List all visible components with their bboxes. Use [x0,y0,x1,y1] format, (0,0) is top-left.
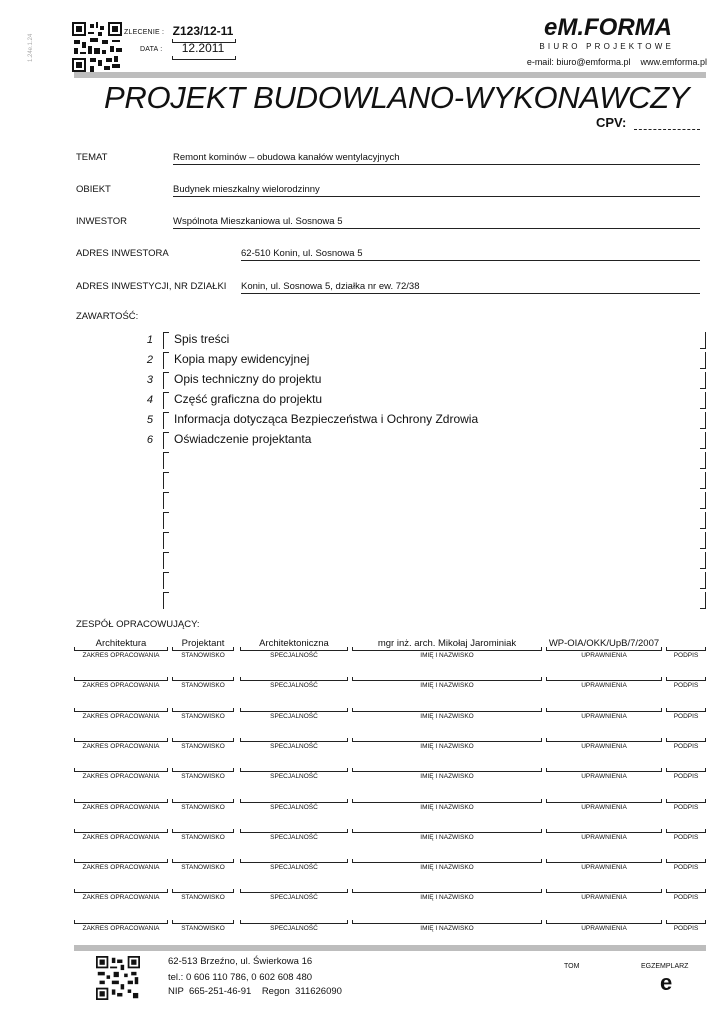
team-cell [74,696,168,712]
team-cell-line [546,799,662,803]
team-cell-line [666,799,706,803]
team-cell [546,847,662,863]
team-row [74,817,706,847]
team-cell-line [546,829,662,833]
team-cell [666,756,706,772]
team-cell-caption: PODPIS [673,712,699,720]
field-label: OBIEKT [76,184,111,195]
cpv-label: CPV: [596,115,627,130]
team-cell-line [172,768,234,772]
contents-item-number: 1 [146,334,153,346]
team-cell [172,877,234,893]
bracket-left [163,532,169,549]
team-cell-line [546,859,662,863]
team-cell-caption: ZAKRES OPRACOWANIA [82,803,160,811]
bracket-left [163,572,169,589]
team-cell-caption: IMIĘ I NAZWISKO [420,773,474,781]
team-cell [240,847,348,863]
team-cell [172,787,234,803]
header-divider [74,72,706,78]
team-cell-caption: UPRAWNIENIA [581,652,627,659]
bracket-left [163,452,169,469]
team-cell [172,847,234,863]
team-cell-value: WP-OIA/OKK/UpB/7/2007 [548,638,660,649]
team-cell-caption: UPRAWNIENIA [581,924,627,932]
team-cell-line [666,768,706,772]
company-logo-text: eM.FORMA [544,14,672,41]
team-cell [546,817,662,833]
contents-item-number: 6 [146,434,153,446]
team-cell-caption: ZAKRES OPRACOWANIA [82,894,160,902]
team-cell [352,635,542,651]
team-cell-value: Projektant [181,638,225,649]
team-cell [666,696,706,712]
team-cell-line [240,677,348,681]
team-cell-line [172,889,234,893]
bracket-left [163,372,169,389]
team-cell [74,877,168,893]
contents-label: ZAWARTOŚĆ: [76,311,139,322]
team-cell-caption: IMIĘ I NAZWISKO [420,833,474,841]
page-title: PROJEKT BUDOWLANO-WYKONAWCZY [104,80,690,115]
team-cell-line [666,859,706,863]
team-cell [172,696,234,712]
team-cell-line [172,708,234,712]
team-cell-caption: IMIĘ I NAZWISKO [420,803,474,811]
team-cell-caption: SPECJALNOŚĆ [270,682,318,690]
team-cell-line [666,829,706,833]
team-cell [172,726,234,742]
team-cell-caption: SPECJALNOŚĆ [270,652,318,659]
team-cell-caption: SPECJALNOŚĆ [270,742,318,750]
team-cell-caption: STANOWISKO [181,924,225,932]
team-cell-caption: STANOWISKO [181,864,225,872]
qr-code-icon [72,22,122,72]
team-cell-line [240,920,348,924]
team-cell [74,817,168,833]
contents-item [0,370,724,390]
volume-label: TOM [564,963,580,970]
field-label: INWESTOR [76,216,128,227]
team-cell-caption: PODPIS [673,894,699,902]
team-cell-line [74,768,168,772]
team-cell-caption: STANOWISKO [181,682,225,690]
team-cell [546,635,662,651]
team-cell [546,726,662,742]
contents-item-text: Spis treści [174,332,230,346]
team-cell-caption: UPRAWNIENIA [581,833,627,841]
side-note: 1.24e.1.24 [28,33,34,62]
contents-item [0,350,724,370]
team-cell-line [546,708,662,712]
team-cell-line [546,920,662,924]
team-cell-line [666,889,706,893]
team-cell-line [240,768,348,772]
team-cell [666,787,706,803]
team-cell [352,665,542,681]
contents-item-number: 3 [146,374,153,386]
team-cell-caption: PODPIS [673,833,699,841]
contents-item-text: Informacja dotycząca Bezpieczeństwa i Ochrony Zdrowia [174,412,479,426]
bracket-left [163,432,169,449]
team-cell-caption: PODPIS [673,773,699,781]
contents-item [0,510,724,530]
team-cell-caption: STANOWISKO [181,803,225,811]
team-cell-line [172,859,234,863]
team-cell-line [546,768,662,772]
team-cell [352,756,542,772]
team-cell-line [352,768,542,772]
team-cell-value: mgr inż. arch. Mikołaj Jarominiak [377,638,517,649]
contents-item-text: Część graficzna do projektu [174,392,323,406]
contents-item [0,330,724,350]
team-cell-line [240,889,348,893]
team-cell-caption: IMIĘ I NAZWISKO [420,894,474,902]
date-value: 12.2011 [181,41,225,55]
team-cell-caption: ZAKRES OPRACOWANIA [82,682,160,690]
team-row [74,726,706,756]
team-cell [240,696,348,712]
team-cell-line [74,889,168,893]
team-cell [74,787,168,803]
footer-phone: tel.: 0 606 110 786, 0 602 608 480 [168,972,313,983]
team-cell-line [352,889,542,893]
order-label: ZLECENIE : [124,29,165,36]
team-cell [74,665,168,681]
contents-item [0,470,724,490]
team-cell-caption: UPRAWNIENIA [581,894,627,902]
team-cell-value: Architektoniczna [259,638,329,649]
team-cell-caption: UPRAWNIENIA [581,803,627,811]
team-cell-caption: ZAKRES OPRACOWANIA [82,742,160,750]
team-cell-line [74,708,168,712]
team-cell [240,756,348,772]
team-cell [240,787,348,803]
bracket-left [163,492,169,509]
footer-divider [74,945,706,951]
team-cell-line [172,920,234,924]
team-cell-line [240,829,348,833]
team-cell-caption: STANOWISKO [181,712,225,720]
team-cell [240,726,348,742]
team-cell [240,635,348,651]
team-cell [666,635,706,651]
team-cell-line [74,859,168,863]
team-cell [352,817,542,833]
team-label: ZESPÓŁ OPRACOWUJĄCY: [76,619,200,630]
bracket-left [163,392,169,409]
team-cell-line [352,829,542,833]
team-cell-caption: IMIĘ I NAZWISKO [420,682,474,690]
team-cell [352,847,542,863]
team-cell-caption: SPECJALNOŚĆ [270,864,318,872]
team-cell-line [172,799,234,803]
date-underline [172,56,236,60]
team-cell [74,635,168,651]
team-row [74,756,706,786]
contents-item [0,410,724,430]
team-cell [352,908,542,924]
team-cell [172,665,234,681]
team-cell [74,847,168,863]
field-value: Wspólnota Mieszkaniowa ul. Sosnowa 5 [173,216,700,229]
team-cell-caption: SPECJALNOŚĆ [270,773,318,781]
bracket-right [700,372,706,389]
team-cell-caption: STANOWISKO [181,773,225,781]
team-cell-caption: ZAKRES OPRACOWANIA [82,833,160,841]
contents-item [0,550,724,570]
team-cell-line [666,647,706,651]
team-cell-caption: SPECJALNOŚĆ [270,803,318,811]
team-cell-line [666,708,706,712]
copy-value: e [660,970,673,995]
team-cell [172,635,234,651]
team-cell-line [546,647,662,651]
footer-nip: NIP 665-251-46-91 Regon 311626090 [168,986,342,997]
bracket-left [163,472,169,489]
field-value: Konin, ul. Sosnowa 5, działka nr ew. 72/38 [241,281,700,294]
order-number: Z123/12-11 [172,24,234,38]
field-label: ADRES INWESTORA [76,248,169,259]
team-cell-line [74,647,168,651]
team-cell [240,908,348,924]
bracket-right [700,392,706,409]
contents-item [0,570,724,590]
field-value: Remont kominów – obudowa kanałów wentylacyjnych [173,152,700,165]
team-cell-line [352,738,542,742]
bracket-right [700,592,706,609]
bracket-right [700,572,706,589]
team-cell [74,756,168,772]
team-cell-line [240,738,348,742]
team-cell-value: Architektura [95,638,147,649]
team-cell [172,817,234,833]
team-cell-caption: SPECJALNOŚĆ [270,924,318,932]
team-cell [74,908,168,924]
team-cell-caption: SPECJALNOŚĆ [270,833,318,841]
team-cell-caption: STANOWISKO [181,833,225,841]
team-cell-caption: IMIĘ I NAZWISKO [420,924,474,932]
contents-item-number: 4 [146,394,153,406]
company-contact: e-mail: biuro@emforma.pl www.emforma.pl [526,57,707,67]
team-cell-line [352,920,542,924]
team-cell [666,908,706,924]
team-cell-line [666,920,706,924]
bracket-right [700,472,706,489]
team-cell-caption: IMIĘ I NAZWISKO [420,652,474,659]
contents-item-number: 2 [146,354,153,366]
team-cell-caption: STANOWISKO [181,742,225,750]
team-cell-caption: UPRAWNIENIA [581,742,627,750]
team-cell-caption: UPRAWNIENIA [581,773,627,781]
contents-item-text: Opis techniczny do projektu [174,372,322,386]
bracket-right [700,532,706,549]
team-cell [240,877,348,893]
team-cell-caption: IMIĘ I NAZWISKO [420,864,474,872]
team-cell-caption: PODPIS [673,924,699,932]
team-cell [546,787,662,803]
date-label: DATA : [140,46,163,53]
team-cell-line [352,647,542,651]
team-cell-caption: ZAKRES OPRACOWANIA [82,712,160,720]
team-cell-line [666,677,706,681]
team-row [74,665,706,695]
team-cell-line [240,708,348,712]
team-cell [546,756,662,772]
team-cell-line [240,647,348,651]
team-cell-line [74,677,168,681]
team-cell-caption: IMIĘ I NAZWISKO [420,742,474,750]
bracket-left [163,552,169,569]
contents-item [0,430,724,450]
team-cell-line [240,859,348,863]
copy-label: EGZEMPLARZ [641,963,689,970]
team-cell [666,817,706,833]
bracket-left [163,412,169,429]
team-cell-caption: PODPIS [673,652,699,659]
team-cell-caption: PODPIS [673,864,699,872]
team-cell-line [74,738,168,742]
contents-item [0,390,724,410]
team-cell-caption: SPECJALNOŚĆ [270,894,318,902]
team-cell-caption: ZAKRES OPRACOWANIA [82,773,160,781]
team-cell-line [352,799,542,803]
team-cell-line [74,799,168,803]
team-cell-caption: ZAKRES OPRACOWANIA [82,864,160,872]
team-cell [546,908,662,924]
contents-item-text: Kopia mapy ewidencyjnej [174,352,310,366]
bracket-left [163,332,169,349]
team-cell-line [172,677,234,681]
contents-item [0,530,724,550]
field-value: Budynek mieszkalny wielorodzinny [173,184,700,197]
team-cell-line [352,677,542,681]
team-cell [666,665,706,681]
team-cell-line [546,889,662,893]
bracket-right [700,492,706,509]
team-cell-line [74,920,168,924]
footer-address: 62-513 Brzeźno, ul. Świerkowa 16 [168,956,313,967]
team-cell [546,877,662,893]
team-row [74,908,706,938]
team-cell-caption: STANOWISKO [181,894,225,902]
qr-code-icon [96,956,140,1000]
field-label: ADRES INWESTYCJI, NR DZIAŁKI [76,281,227,292]
contents-item-number: 5 [146,414,153,426]
bracket-left [163,592,169,609]
team-cell-caption: SPECJALNOŚĆ [270,712,318,720]
team-cell [666,877,706,893]
team-cell [666,726,706,742]
team-cell-caption: ZAKRES OPRACOWANIA [82,924,160,932]
team-cell-caption: UPRAWNIENIA [581,864,627,872]
team-cell [546,696,662,712]
team-cell-line [352,859,542,863]
team-cell [666,847,706,863]
team-cell-caption: IMIĘ I NAZWISKO [420,712,474,720]
team-cell-line [240,799,348,803]
bracket-left [163,512,169,529]
team-cell-line [546,738,662,742]
team-cell-line [74,829,168,833]
team-cell [240,665,348,681]
bracket-right [700,332,706,349]
team-cell-caption: ZAKRES OPRACOWANIA [82,652,160,659]
bracket-right [700,512,706,529]
contents-item [0,450,724,470]
team-cell-caption: PODPIS [673,742,699,750]
contents-item [0,590,724,610]
field-label: TEMAT [76,152,108,163]
team-cell-line [666,738,706,742]
team-row [74,787,706,817]
team-cell [352,787,542,803]
team-row [74,847,706,877]
team-cell-caption: UPRAWNIENIA [581,712,627,720]
contents-item-text: Oświadczenie projektanta [174,432,312,446]
team-cell-caption: UPRAWNIENIA [581,682,627,690]
bracket-right [700,452,706,469]
team-cell-caption: PODPIS [673,803,699,811]
bracket-right [700,412,706,429]
team-cell-caption: STANOWISKO [181,652,225,659]
bracket-right [700,352,706,369]
team-cell [352,696,542,712]
team-cell-line [546,677,662,681]
team-cell [352,877,542,893]
team-cell-line [352,708,542,712]
team-cell [74,726,168,742]
team-cell [546,665,662,681]
team-cell [172,756,234,772]
team-cell [172,908,234,924]
bracket-right [700,432,706,449]
company-subtitle: BIURO PROJEKTOWE [539,42,674,51]
team-cell [240,817,348,833]
team-row [74,696,706,726]
team-cell [352,726,542,742]
contents-item [0,490,724,510]
team-cell-line [172,738,234,742]
bracket-left [163,352,169,369]
team-row [74,635,706,665]
team-cell-line [172,647,234,651]
field-value: 62-510 Konin, ul. Sosnowa 5 [241,248,700,261]
team-row [74,877,706,907]
cpv-value-line [634,129,700,130]
team-cell-caption: PODPIS [673,682,699,690]
bracket-right [700,552,706,569]
team-cell-line [172,829,234,833]
